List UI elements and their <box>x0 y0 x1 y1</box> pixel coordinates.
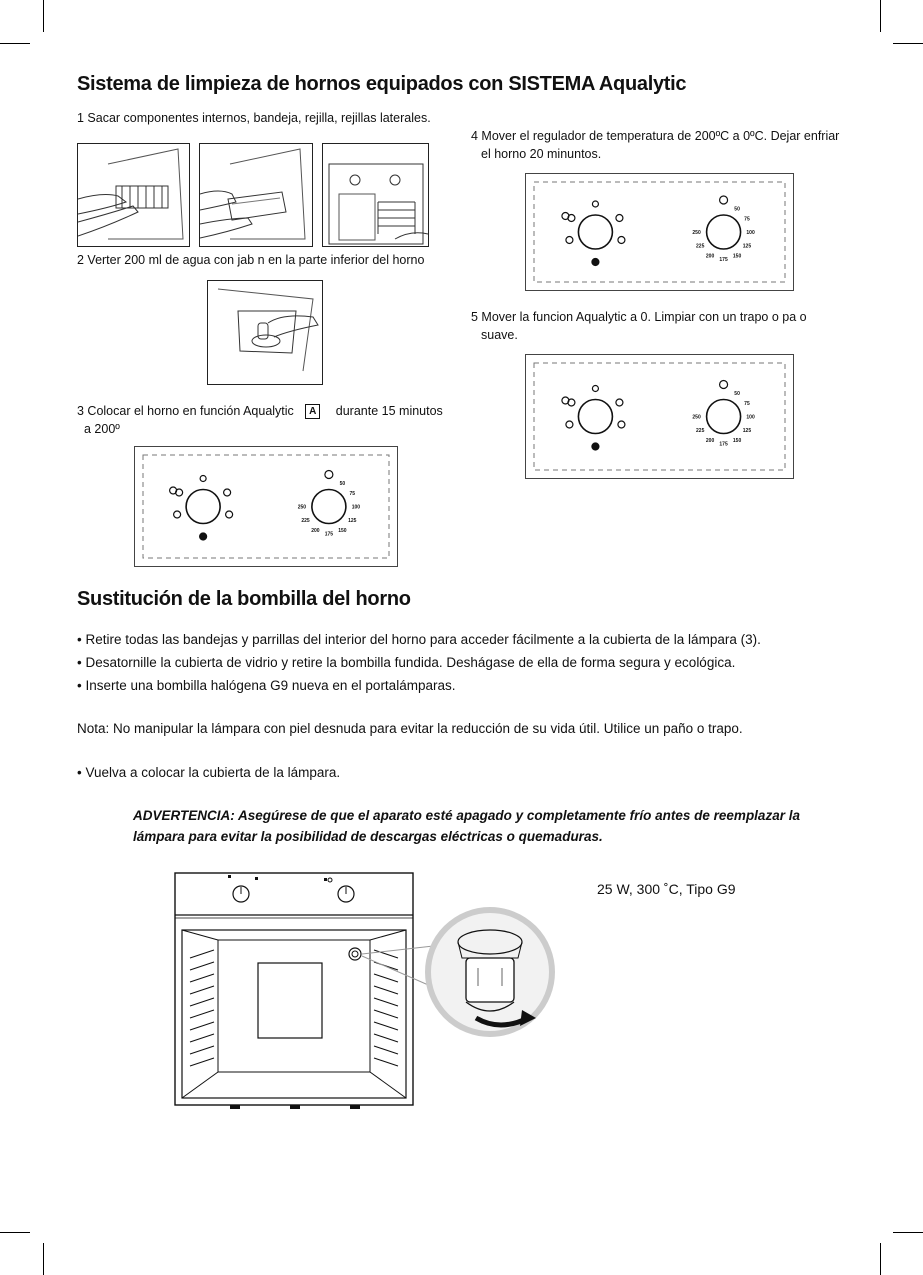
temperature-knob <box>312 490 346 524</box>
function-symbol <box>174 511 181 518</box>
crop-mark <box>893 1232 923 1233</box>
temperature-mark: 150 <box>338 527 347 534</box>
temperature-mark: 150 <box>732 437 742 444</box>
step3-text-a: 3 Colocar el horno en función Aqualytic <box>77 404 294 418</box>
function-symbol <box>618 237 625 244</box>
bullet-insert-bulb: • Inserte una bombilla halógena G9 nueva en el portalámparas. <box>77 678 456 693</box>
remove-rack-image <box>77 143 190 247</box>
temperature-mark: 100 <box>351 504 361 511</box>
bulb-spec-label: 25 W, 300 ˚C, Tipo G9 <box>597 881 736 897</box>
bullet-unscrew-cover: • Desatornille la cubierta de vidrio y retire la bombilla fundida. Deshágase de ella de forma segura y ecológica. <box>77 655 736 670</box>
bullet-remove-trays: • Retire todas las bandejas y parrillas del interior del horno para acceder fácilmente a la cubierta de la lámpara (3). <box>77 632 761 647</box>
aqualytic-icon: A <box>305 404 320 419</box>
crop-mark <box>0 1232 30 1233</box>
function-symbol <box>592 259 599 266</box>
temperature-mark: 250 <box>297 504 307 511</box>
temperature-mark: 200 <box>705 437 715 444</box>
bullet-replace-cover: • Vuelva a colocar la cubierta de la lámpara. <box>77 765 341 780</box>
temperature-mark: 225 <box>301 518 310 524</box>
function-symbol <box>592 386 598 392</box>
step3-text-b: durante 15 minutos <box>335 404 443 418</box>
temperature-mark: 75 <box>744 401 750 407</box>
temperature-mark: 100 <box>746 414 755 421</box>
cleaning-title: Sistema de limpieza de hornos equipados con SISTEMA Aqualytic <box>77 73 687 95</box>
crop-mark <box>43 1243 44 1275</box>
bulb-title: Sustitución de la bombilla del horno <box>77 588 411 610</box>
function-knob <box>578 215 612 249</box>
temperature-mark: 125 <box>742 428 752 434</box>
function-symbol <box>566 237 573 244</box>
remove-tray-image <box>199 143 313 247</box>
function-symbol <box>226 511 233 518</box>
crop-mark <box>0 43 30 44</box>
function-symbol <box>618 421 625 428</box>
power-symbol <box>720 196 728 204</box>
temperature-mark: 100 <box>746 230 755 236</box>
control-panel-step3 <box>134 446 398 567</box>
step5-text-b: suave. <box>481 328 518 342</box>
temperature-mark: 175 <box>719 441 728 448</box>
pour-water-image <box>207 280 323 385</box>
temperature-knob <box>707 215 741 249</box>
function-symbol <box>592 443 599 450</box>
crop-mark <box>880 1243 881 1275</box>
temperature-mark: 125 <box>348 518 357 524</box>
temperature-mark: 175 <box>719 257 728 263</box>
function-knob <box>186 490 220 524</box>
temperature-mark: 200 <box>705 253 715 260</box>
power-symbol <box>720 381 728 389</box>
crop-mark <box>880 0 881 32</box>
crop-mark <box>893 43 923 44</box>
note-text: Nota: No manipular la lámpara con piel desnuda para evitar la reducción de su vida útil. Utilice un paño o trapo. <box>77 721 743 736</box>
control-panel-drawing <box>526 355 793 478</box>
crop-mark <box>43 0 44 32</box>
step3-text <box>77 403 443 420</box>
temperature-mark: 125 <box>742 243 752 250</box>
temperature-mark: 225 <box>696 428 705 434</box>
function-symbol <box>200 533 207 540</box>
function-symbol <box>592 201 598 207</box>
temperature-mark: 50 <box>339 481 346 488</box>
function-knob <box>578 400 612 434</box>
control-panel-drawing <box>526 174 793 290</box>
power-symbol <box>325 471 333 479</box>
control-panel-step5 <box>525 354 794 479</box>
step1-text: 1 Sacar componentes internos, bandeja, rejilla, rejillas laterales. <box>77 111 431 125</box>
temperature-mark: 175 <box>324 531 334 538</box>
function-symbol <box>200 476 206 482</box>
function-symbol <box>224 489 231 496</box>
temperature-mark: 50 <box>734 206 740 213</box>
oven-lamp-illustration <box>170 870 590 1115</box>
temperature-mark: 200 <box>311 527 320 534</box>
control-panel-drawing <box>135 447 397 566</box>
temperature-mark: 75 <box>349 491 356 497</box>
warning-line-2: lámpara para evitar la posibilidad de descargas eléctricas o quemaduras. <box>133 829 603 844</box>
temperature-mark: 225 <box>696 243 705 250</box>
temperature-mark: 250 <box>692 414 701 421</box>
temperature-mark: 250 <box>692 230 701 236</box>
temperature-knob <box>707 400 741 434</box>
warning-line-1: ADVERTENCIA: Asegúrese de que el aparato esté apagado y completamente frío antes de reemplazar la <box>133 808 800 823</box>
step4-text-a: 4 Mover el regulador de temperatura de 200ºC a 0ºC. Dejar enfriar <box>471 129 840 143</box>
step3-text-c: a 200º <box>84 422 120 436</box>
function-symbol <box>616 399 623 406</box>
remove-side-racks-image <box>322 143 429 247</box>
temperature-mark: 75 <box>744 216 750 223</box>
step2-text: 2 Verter 200 ml de agua con jab n en la parte inferior del horno <box>77 253 425 267</box>
step5-text-a: 5 Mover la funcion Aqualytic a 0. Limpiar con un trapo o pa o <box>471 310 807 324</box>
function-symbol <box>616 215 623 222</box>
temperature-mark: 150 <box>732 253 742 260</box>
control-panel-step4 <box>525 173 794 291</box>
temperature-mark: 50 <box>734 391 740 398</box>
step4-text-b: el horno 20 minuntos. <box>481 147 602 161</box>
function-symbol <box>566 421 573 428</box>
